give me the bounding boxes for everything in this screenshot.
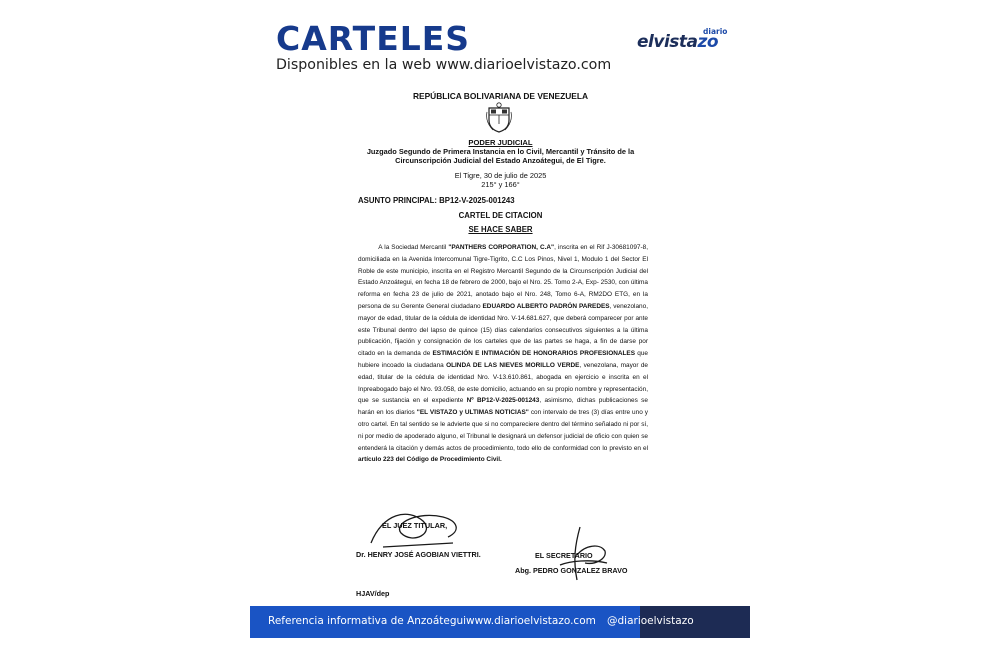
poder-judicial: PODER JUDICIAL bbox=[468, 138, 533, 147]
body-article: artículo 223 del Código de Procedimiento Civil. bbox=[358, 456, 502, 464]
body-case-number: Nº BP12-V-2025-001243 bbox=[466, 397, 540, 405]
body-text-7: con intervalo de tres (3) días entre uno y otro cartel. En tal sentido se le advierte que si no compareciere dentro del término señalado ni por sí, ni por medio de apoderado alguno, el Tribunal le designará un defensor judicial de oficio con quien se entenderá la citación y demás actos de procedimiento, todo ello de conformidad con lo previsto en el bbox=[358, 409, 648, 452]
footer-bar bbox=[250, 606, 750, 638]
footer-reference: Referencia informativa de Anzoátegui bbox=[268, 615, 467, 627]
header-title: CARTELES bbox=[276, 19, 471, 58]
place-date bbox=[349, 171, 652, 189]
body-manager: EDUARDO ALBERTO PADRÓN PAREDES bbox=[482, 302, 610, 310]
document-body bbox=[358, 242, 648, 466]
document-initials: HJAV/dep bbox=[356, 589, 390, 598]
document-date: El Tigre, 30 de julio de 2025 bbox=[454, 171, 547, 180]
body-text-5: , venezolana, mayor de edad, titular de la cédula de identidad Nro. V-13.610.861, abogada en ejercicio e inscrita en el Inpreabogado bajo el Nro. 93.058, de este domicilio, actuando en su propio nombre y representación, que se sustancia en el expediente bbox=[358, 361, 649, 405]
body-newspapers: "EL VISTAZO y ULTIMAS NOTICIAS" bbox=[416, 409, 529, 417]
body-company: "PANTHERS CORPORATION, C.A" bbox=[448, 244, 555, 251]
coat-of-arms-icon bbox=[485, 102, 513, 134]
cartel-title: CARTEL DE CITACION bbox=[458, 211, 543, 220]
body-text-2: , inscrita en el Rif J-30681097-8, domiciliada en la Avenida Intercomunal Tigre-Tigrito, C.C Los Pinos, Nivel 1, Modulo 1 del Sector El Roble de este municipio, inscrita en el Registro Mercantil Segundo de la Circunscripción Judicial del Estado Anzoátegui, en fecha 18 de febrero de 2000, bajo el Nro. 25. Tomo 2-A, Exp- 2530, con última reforma en fecha 23 de julio de 2021, anotado bajo el Nro. 248, Tomo 6-A, RM2DO ETG, en la persona de su Gerente General ciudadano bbox=[358, 244, 648, 310]
body-text-3: , venezolano, mayor de edad, titular de la cédula de identidad Nro. V-14.681.627, que deberá comparecer por ante este Tribunal dentro del lapso de quince (15) días calendarios consecutivos siguientes a la última publicación, fijación y consignación de los carteles que de las partes se haga, a fin de darse por citado en la demanda de bbox=[358, 302, 649, 358]
document-years: 215° y 166° bbox=[481, 180, 520, 189]
case-subject: ASUNTO PRINCIPAL: BP12-V-2025-001243 bbox=[358, 196, 515, 205]
court-line-2: Circunscripción Judicial del Estado Anzoátegui, de El Tigre. bbox=[395, 156, 606, 165]
logo-brand-part-1: elvista bbox=[637, 32, 698, 52]
court-line-1: Juzgado Segundo de Primera Instancia en lo Civil, Mercantil y Tránsito de la bbox=[366, 147, 635, 156]
logo-brand-part-2: zo bbox=[697, 32, 719, 52]
logo-diario-text: diario bbox=[703, 27, 728, 36]
judge-name: Dr. HENRY JOSÉ AGOBIAN VIETTRI. bbox=[356, 550, 481, 559]
logo-brand-text bbox=[637, 32, 718, 52]
body-text-4: que hubiere incoado la ciudadana bbox=[358, 350, 649, 369]
body-claim: ESTIMACIÓN E INTIMACIÓN DE HONORARIOS PROFESIONALES bbox=[432, 350, 636, 358]
footer-website-link[interactable]: www.diarioelvistazo.com bbox=[466, 615, 596, 627]
brand-logo bbox=[637, 27, 728, 54]
court-name bbox=[349, 147, 652, 165]
body-text-6: , asimismo, dichas publicaciones se harán en los diarios bbox=[358, 397, 648, 417]
secretary-title: EL SECRETARIO bbox=[535, 551, 593, 560]
body-plaintiff: OLINDA DE LAS NIEVES MORILLO VERDE bbox=[446, 361, 580, 369]
court-document bbox=[349, 78, 652, 605]
secretary-name: Abg. PEDRO GONZALEZ BRAVO bbox=[515, 566, 628, 575]
republic-heading: REPÚBLICA BOLIVARIANA DE VENEZUELA bbox=[412, 91, 589, 101]
footer-social-handle[interactable]: @diarioelvistazo bbox=[607, 615, 694, 627]
judge-title: EL JUEZ TITULAR, bbox=[382, 521, 448, 530]
body-text-1: A la Sociedad Mercantil bbox=[378, 244, 449, 251]
header-subtitle: Disponibles en la web www.diarioelvistazo.com bbox=[276, 57, 612, 73]
se-hace-saber: SE HACE SABER bbox=[468, 225, 533, 234]
